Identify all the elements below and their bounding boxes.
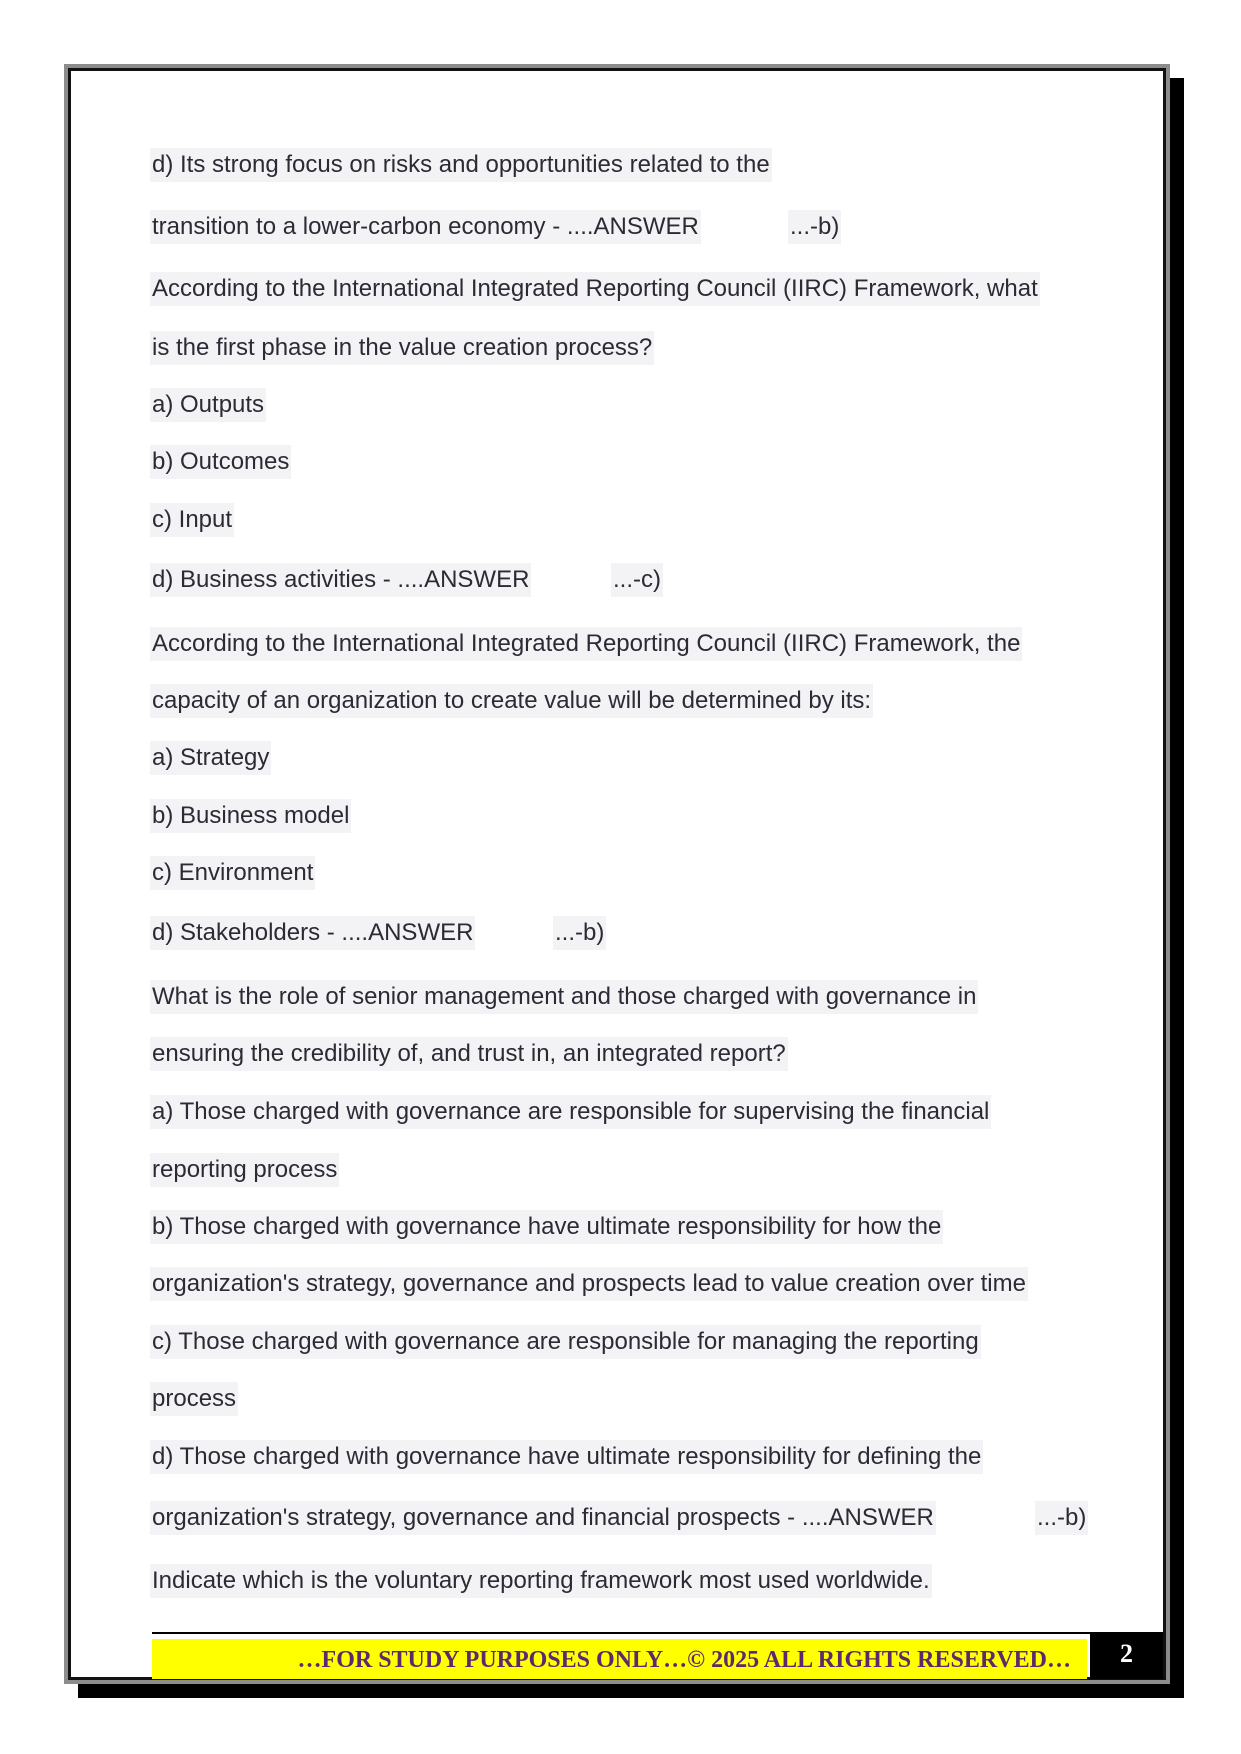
text-line: [150, 331, 654, 365]
line-text: a) Outputs: [150, 388, 266, 422]
text-line: [150, 503, 234, 537]
text-line: [150, 980, 978, 1014]
line-text: What is the role of senior management and those charged with governance in: [150, 980, 978, 1014]
text-line: [150, 1153, 339, 1187]
text-line: [150, 1325, 981, 1359]
line-text: According to the International Integrated Reporting Council (IIRC) Framework, the: [150, 627, 1022, 661]
text-line: [150, 563, 661, 597]
line-text: c) Environment: [150, 856, 315, 890]
answer-key: ...-c): [611, 563, 663, 597]
line-text: Indicate which is the voluntary reporting framework most used worldwide.: [150, 1564, 932, 1598]
text-line: [150, 210, 840, 244]
text-line: [150, 627, 1022, 661]
text-line: [150, 856, 315, 890]
line-text: organization's strategy, governance and prospects lead to value creation over time: [150, 1267, 1028, 1301]
text-line: [150, 1210, 943, 1244]
line-text: According to the International Integrated Reporting Council (IIRC) Framework, what: [150, 272, 1040, 306]
text-line: [150, 1382, 238, 1416]
line-text: capacity of an organization to create value will be determined by its:: [150, 684, 873, 718]
answer-key: ...-b): [788, 210, 841, 244]
line-text: organization's strategy, governance and financial prospects - ....ANSWER: [150, 1501, 936, 1535]
answer-key: ...-b): [553, 916, 606, 950]
text-line: [150, 1267, 1028, 1301]
line-text: c) Those charged with governance are responsible for managing the reporting: [150, 1325, 981, 1359]
text-line: [150, 1037, 788, 1071]
text-line: [150, 445, 291, 479]
line-text: b) Business model: [150, 799, 351, 833]
line-text: is the first phase in the value creation process?: [150, 331, 654, 365]
text-line: [150, 388, 266, 422]
text-line: [150, 1501, 1087, 1535]
text-line: [150, 799, 351, 833]
line-text: d) Stakeholders - ....ANSWER: [150, 916, 475, 950]
line-text: a) Those charged with governance are responsible for supervising the financial: [150, 1095, 991, 1129]
text-line: [150, 1440, 983, 1474]
line-text: a) Strategy: [150, 741, 271, 775]
line-text: b) Those charged with governance have ultimate responsibility for how the: [150, 1210, 943, 1244]
line-text: d) Its strong focus on risks and opportunities related to the: [150, 148, 772, 182]
line-text: b) Outcomes: [150, 445, 291, 479]
line-text: process: [150, 1382, 238, 1416]
line-text: ensuring the credibility of, and trust in, an integrated report?: [150, 1037, 788, 1071]
text-line: [150, 684, 873, 718]
text-line: [150, 148, 772, 182]
line-text: transition to a lower-carbon economy - ....ANSWER: [150, 210, 701, 244]
text-line: [150, 1095, 991, 1129]
text-line: [150, 272, 1040, 306]
page-number: 2: [1090, 1632, 1163, 1679]
text-line: [150, 1564, 932, 1598]
line-text: d) Business activities - ....ANSWER: [150, 563, 531, 597]
footer-rule: [152, 1632, 1163, 1634]
text-line: [150, 741, 271, 775]
line-text: d) Those charged with governance have ultimate responsibility for defining the: [150, 1440, 983, 1474]
line-text: reporting process: [150, 1153, 339, 1187]
line-text: c) Input: [150, 503, 234, 537]
footer-notice: …FOR STUDY PURPOSES ONLY…© 2025 ALL RIGHTS RESERVED…: [152, 1639, 1087, 1679]
answer-key: ...-b): [1035, 1501, 1088, 1535]
text-line: [150, 916, 605, 950]
